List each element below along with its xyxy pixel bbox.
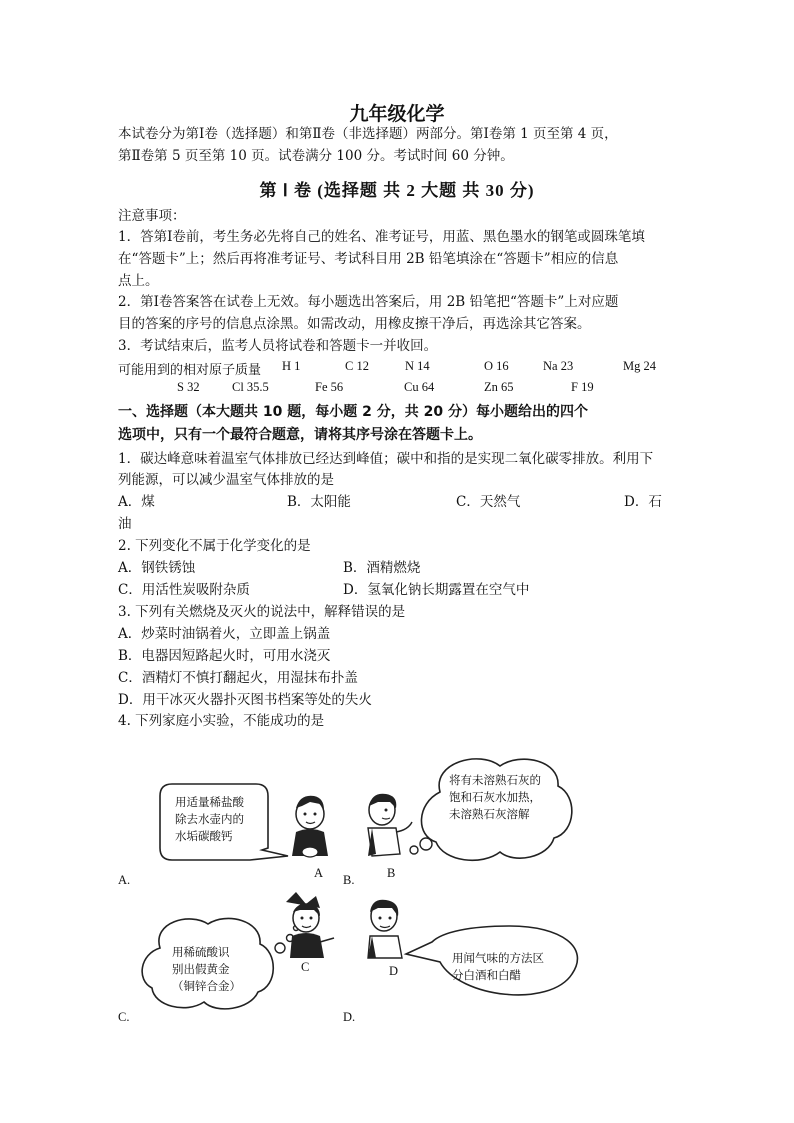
q4-option-b: B.: [343, 873, 355, 887]
q4-option-c: C.: [118, 1010, 130, 1024]
atomic-mass-item: O 16: [484, 359, 509, 373]
bubble-a-text: 用适量稀盐酸 除去水壶内的 水垢碳酸钙: [175, 795, 244, 843]
atomic-mass-item: Fe 56: [315, 380, 344, 394]
student-figure-c: [286, 892, 334, 958]
part1-heading: 选项中，只有一个最符合题意，请将其序号涂在答题卡上。: [118, 427, 482, 443]
q2-stem: 2. 下列变化不属于化学变化的是: [118, 538, 311, 554]
person-label-a: A: [314, 866, 324, 880]
q1-option-d-wrap: 油: [118, 516, 132, 532]
page-title: 九年级化学: [349, 103, 445, 125]
notice-line: 在“答题卡”上；然后再将准考证号、考试科目用 2B 铅笔填涂在“答题卡”相应的信息: [118, 251, 619, 267]
q2-option-b: B．酒精燃烧: [343, 560, 421, 576]
student-figure-b: [368, 794, 412, 856]
person-label-c: C: [301, 960, 310, 974]
q4-option-d: D.: [343, 1010, 356, 1024]
q3-option-c: C．酒精灯不慎打翻起火，用湿抹布扑盖: [118, 670, 358, 686]
notice-heading: 注意事项：: [118, 208, 186, 224]
atomic-mass-item: F 19: [571, 380, 594, 394]
q3-option-a: A．炒菜时油锅着火，立即盖上锅盖: [118, 626, 331, 642]
student-figure-a: [292, 796, 328, 857]
person-label-d: D: [389, 964, 399, 978]
person-label-b: B: [387, 866, 396, 880]
q3-option-d: D．用干冰灭火器扑灭图书档案等处的失火: [118, 692, 372, 708]
q4-stem: 4. 下列家庭小实验，不能成功的是: [118, 713, 325, 729]
atomic-mass-item: S 32: [177, 380, 200, 394]
q1-option-c: C．天然气: [456, 494, 521, 510]
atomic-mass-item: Cl 35.5: [232, 380, 269, 394]
q3-option-b: B．电器因短路起火时，可用水浇灭: [118, 648, 331, 664]
atomic-mass-item: C 12: [345, 359, 369, 373]
bubble-d-text: 用闻气味的方法区 分白酒和白醋: [452, 951, 544, 982]
intro-line-2: 第Ⅱ卷第 5 页至第 10 页。试卷满分 100 分。考试时间 60 分钟。: [118, 148, 514, 164]
intro-line-1: 本试卷分为第Ⅰ卷（选择题）和第Ⅱ卷（非选择题）两部分。第Ⅰ卷第 1 页至第 4 页，: [118, 126, 618, 142]
atomic-mass-item: Zn 65: [484, 380, 514, 394]
bubble-b-text: 将有未溶熟石灰的 饱和石灰水加热， 未溶熟石灰溶解: [449, 773, 541, 821]
notice-line: 点上。: [118, 273, 159, 289]
part1-heading: 一、选择题（本大题共 10 题，每小题 2 分，共 20 分）每小题给出的四个: [118, 404, 588, 420]
notice-line: 1．答第Ⅰ卷前，考生务必先将自己的姓名、准考证号，用蓝、黑色墨水的钢笔或圆珠笔填: [118, 229, 645, 245]
student-figure-d: [368, 900, 402, 958]
q2-option-a: A．钢铁锈蚀: [118, 560, 196, 576]
notice-line: 目的答案的序号的信息点涂黑。如需改动，用橡皮擦干净后，再选涂其它答案。: [118, 316, 591, 332]
q2-option-d: D．氢氧化钠长期露置在空气中: [343, 582, 530, 598]
atomic-mass-item: H 1: [282, 359, 301, 373]
q1-stem: 1．碳达峰意味着温室气体排放已经达到峰值；碳中和指的是实现二氧化碳零排放。利用下: [118, 451, 654, 467]
q1-option-d: D．石: [624, 494, 662, 510]
atomic-mass-item: Na 23: [543, 359, 574, 373]
atomic-mass-item: N 14: [405, 359, 430, 373]
q1-option-a: A．煤: [118, 494, 155, 510]
bubble-c-text: 用稀硫酸识 别出假黄金 （铜锌合金）: [172, 945, 241, 993]
q1-stem: 列能源，可以减少温室气体排放的是: [118, 472, 334, 488]
q3-stem: 3. 下列有关燃烧及灭火的说法中，解释错误的是: [118, 604, 406, 620]
q4-option-a: A.: [118, 873, 131, 887]
atomic-mass-label: 可能用到的相对原子质量: [118, 363, 262, 378]
notice-line: 3．考试结束后，监考人员将试卷和答题卡一并收回。: [118, 338, 438, 354]
notice-line: 2．第Ⅰ卷答案答在试卷上无效。每小题选出答案后，用 2B 铅笔把“答题卡”上对应题: [118, 294, 619, 310]
atomic-mass-item: Cu 64: [404, 380, 435, 394]
section-title: 第 Ⅰ 卷 (选择题 共 2 大题 共 30 分): [259, 181, 535, 200]
q1-option-b: B．太阳能: [287, 494, 351, 510]
atomic-mass-item: Mg 24: [623, 359, 656, 373]
q2-option-c: C．用活性炭吸附杂质: [118, 582, 250, 598]
